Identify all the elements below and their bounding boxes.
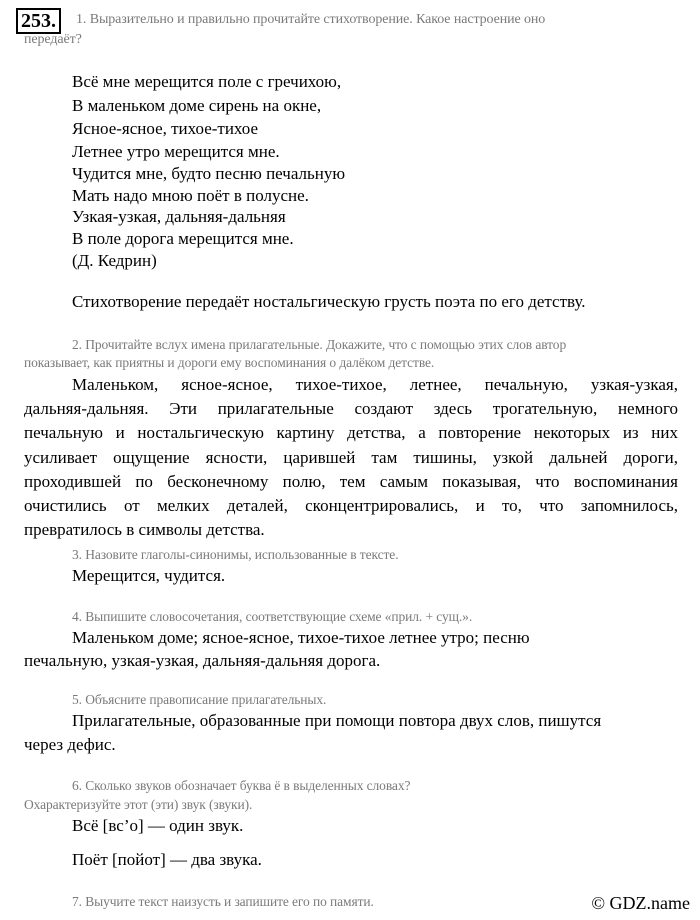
answer-2-line: Маленьком, ясное-ясное, тихое-тихое, летнее, печальную, узкая-узкая,: [72, 375, 678, 394]
answer-2-line: превратилось в символы детства.: [24, 520, 265, 540]
watermark: © GDZ.name: [591, 893, 690, 913]
task-1-line-1: 1. Выразительно и правильно прочитайте стихотворение. Какое настроение оно: [76, 12, 546, 27]
task-1-line-2: передаёт?: [24, 32, 82, 47]
answer-2-line: печальную и ностальгическую картину детства, а повторение некоторых из них: [24, 423, 678, 443]
poem-line: Летнее утро мерещится мне.: [72, 142, 280, 161]
task-6-line-2: Охарактеризуйте этот (эти) звук (звуки).: [24, 797, 253, 812]
answer-6-line-2: Поёт [пойот] — два звука.: [72, 850, 262, 869]
poem-line: В маленьком доме сирень на окне,: [72, 96, 322, 115]
answer-2: [24, 373, 678, 542]
answer-2-line: дальняя-дальняя. Эти прилагательные создают здесь трогательную, немного: [24, 399, 678, 419]
poem-line: Узкая-узкая, дальняя-дальняя: [72, 207, 286, 226]
task-2-line-2: показывает, как приятны и дороги ему воспоминания о далёком детстве.: [24, 355, 435, 370]
task-5: 5. Объясните правописание прилагательных.: [72, 692, 327, 707]
answer-5-line-2: через дефис.: [24, 735, 116, 754]
exercise-number: 253.: [16, 8, 61, 34]
answer-2-line: проходившей по бесконечному полю, тем самым показывая, что воспоминания: [24, 471, 678, 491]
answer-1: Стихотворение передаёт ностальгическую грусть поэта по его детству.: [72, 292, 586, 311]
task-7: 7. Выучите текст наизусть и запишите его по памяти.: [72, 894, 374, 909]
poem-line: Ясное-ясное, тихое-тихое: [72, 119, 259, 138]
answer-3: Мерещится, чудится.: [72, 566, 226, 585]
poem-line: Чудится мне, будто песню печальную: [72, 164, 346, 183]
task-2-line-1: 2. Прочитайте вслух имена прилагательные. Докажите, что с помощью этих слов автор: [72, 337, 567, 352]
task-6-line-1: 6. Сколько звуков обозначает буква ё в выделенных словах?: [72, 778, 411, 793]
poem-line: Мать надо мною поёт в полусне.: [72, 186, 309, 205]
answer-4-line-1: Маленьком доме; ясное-ясное, тихое-тихое летнее утро; песню: [72, 628, 530, 647]
answer-4-line-2: печальную, узкая-узкая, дальняя-дальняя дорога.: [24, 651, 381, 670]
answer-6-line-1: Всё [вс’о] — один звук.: [72, 816, 244, 835]
task-4: 4. Выпишите словосочетания, соответствующие схеме «прил. + сущ.».: [72, 609, 473, 624]
answer-2-line: очистились от мелких деталей, сконцентрировались, и то, что запомнилось,: [24, 496, 678, 516]
poem-line: В поле дорога мерещится мне.: [72, 229, 294, 248]
poem-line: Всё мне мерещится поле с гречихою,: [72, 72, 342, 91]
answer-2-line: усиливает ощущение ясности, царившей там тишины, узкой дальней дороги,: [24, 447, 678, 467]
answer-5-line-1: Прилагательные, образованные при помощи повтора двух слов, пишутся: [72, 711, 602, 730]
poem-author: (Д. Кедрин): [72, 251, 157, 270]
task-3: 3. Назовите глаголы-синонимы, использованные в тексте.: [72, 547, 399, 562]
